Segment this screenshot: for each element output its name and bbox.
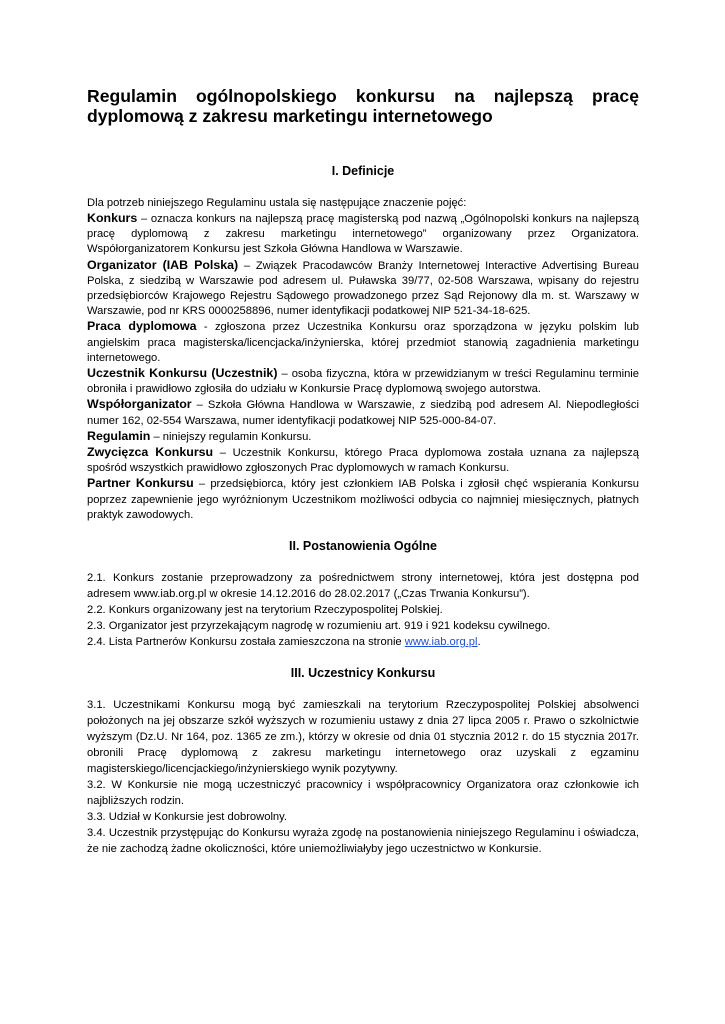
- provision-item: 2.2. Konkurs organizowany jest na terytorium Rzeczypospolitej Polskiej.: [87, 604, 443, 617]
- section-heading-definitions: I. Definicje: [331, 164, 395, 178]
- document-page: [87, 86, 639, 857]
- definition-text: – oznacza konkurs na najlepszą pracę magisterską pod nazwą „Ogólnopolski konkurs na najlepszą pracę dyplomową z zakresu marketingu internetowego” organizowany przez Organizatora. Współorganizatorem Konkursu jest Szkoła Główna Handlowa w Warszawie.: [87, 213, 639, 256]
- participant-rule-item: 3.4. Uczestnik przystępując do Konkursu wyraża zgodę na postanowienia niniejszego Regulaminu i oświadcza, że nie zachodzą żadne okoliczności, które uniemożliwiałyby jego uczestnictwo w Konkursie.: [87, 827, 639, 856]
- general-provisions-list: [87, 570, 639, 650]
- definitions-intro: Dla potrzeb niniejszego Regulaminu ustala się następujące znaczenie pojęć:: [87, 197, 467, 209]
- definition-item: [87, 476, 639, 523]
- definition-term: Konkurs: [87, 211, 138, 225]
- definition-term: Organizator (IAB Polska): [87, 257, 239, 272]
- participant-rule-item: 3.1. Uczestnikami Konkursu mogą być zamieszkali na terytorium Rzeczypospolitej Polskiej absolwenci położonych na jej obszarze szkół wyższych w rozumieniu ustawy z dnia 27 lipca 2005 r. Prawo o szkolnictwie wyższym (Dz.U. Nr 164, poz. 1365 ze zm.), którzy w okresie od dnia 01 stycznia 2012 r. do 15 stycznia 2017r. obronili Pracę dyplomową z zakresu marketingu internetowego oraz uzyskali z egzaminu magisterskiego/licencjackiego/inżynierskiego wynik pozytywny.: [87, 699, 639, 776]
- provision-text-end: .: [477, 636, 481, 649]
- participants-list: [87, 697, 639, 857]
- document-title: Regulamin ogólnopolskiego konkursu na najlepszą pracę dyplomową z zakresu marketingu internetowego: [87, 86, 639, 126]
- definition-term: Uczestnik Konkursu (Uczestnik): [87, 366, 278, 381]
- definition-term: Współorganizator: [87, 397, 192, 412]
- section-heading-general-provisions: II. Postanowienia Ogólne: [289, 539, 437, 554]
- definition-text: - zgłoszona przez Uczestnika Konkursu oraz sporządzona w języku polskim lub angielskim praca magisterska/licencjacka/inżynierska, której przedmiot stanowią zagadnienia marketingu internetowego.: [87, 321, 640, 364]
- provision-text: 2.4. Lista Partnerów Konkursu została zamieszczona na stronie: [87, 636, 405, 649]
- definition-term: Zwycięzca Konkursu: [87, 445, 214, 460]
- definition-text: – niniejszy regulamin Konkursu.: [150, 430, 312, 443]
- section-heading-participants: III. Uczestnicy Konkursu: [290, 666, 436, 681]
- definition-item: [87, 319, 639, 366]
- definition-item: [87, 366, 639, 397]
- partners-link[interactable]: www.iab.org.pl: [404, 636, 478, 649]
- provision-item: [87, 634, 639, 650]
- definition-item: [87, 211, 639, 258]
- definition-item: [87, 445, 639, 476]
- definitions-list: [87, 211, 639, 523]
- definition-text: – Związek Pracodawców Branży Internetowej Interactive Advertising Bureau Polska, z siedzibą w Warszawie pod adresem ul. Puławska 39/77, 02-508 Warszawa, wpisany do rejestru przedsiębiorców Krajowego Rejestru Sądowego prowadzonego przez Sąd Rejonowy dla m. st. Warszawy w Warszawie, pod nr KRS 0000258896, numer identyfikacji podatkowej NIP 521-34-18-625.: [87, 259, 639, 318]
- participant-rule-item: 3.2. W Konkursie nie mogą uczestniczyć pracownicy i współpracownicy Organizatora oraz członkowie ich najbliższych rodzin.: [87, 779, 639, 808]
- definition-item: [87, 258, 639, 320]
- provision-item: 2.3. Organizator jest przyrzekającym nagrodę w rozumieniu art. 919 i 921 kodeksu cywilnego.: [87, 620, 551, 633]
- definition-term: Partner Konkursu: [87, 476, 194, 491]
- provision-item: 2.1. Konkurs zostanie przeprowadzony za pośrednictwem strony internetowej, która jest dostępna pod adresem www.iab.org.pl w okresie 14.12.2016 do 28.02.2017 („Czas Trwania Konkursu”).: [87, 572, 639, 601]
- definition-text: – osoba fizyczna, która w przewidzianym w treści Regulaminu terminie obroniła i prawidłowo zgłosiła do udziału w Konkursie Pracę dyplomową swojego autorstwa.: [87, 368, 640, 396]
- definition-text: – Uczestnik Konkursu, którego Praca dyplomowa została uznana za najlepszą spośród wszystkich prawidłowo zgłoszonych Prac dyplomowych w ramach Konkursu.: [87, 447, 639, 475]
- definition-item: [87, 429, 639, 445]
- definition-term: Regulamin: [87, 428, 151, 443]
- definition-text: – przedsiębiorca, który jest członkiem IAB Polska i zgłosił chęć wspierania Konkursu poprzez zapewnienie jego wyróżnionym Uczestnikom możliwości odbycia co najmniej miesięcznych, płatnych praktyk zawodowych.: [87, 478, 639, 521]
- definition-text: – Szkoła Główna Handlowa w Warszawie, z siedzibą pod adresem Al. Niepodległości numer 162, 02-554 Warszawa, numer identyfikacji podatkowej NIP 525-000-84-07.: [87, 399, 639, 427]
- definition-item: [87, 397, 639, 428]
- definition-term: Praca dyplomowa: [87, 319, 197, 334]
- participant-rule-item: 3.3. Udział w Konkursie jest dobrowolny.: [87, 811, 288, 824]
